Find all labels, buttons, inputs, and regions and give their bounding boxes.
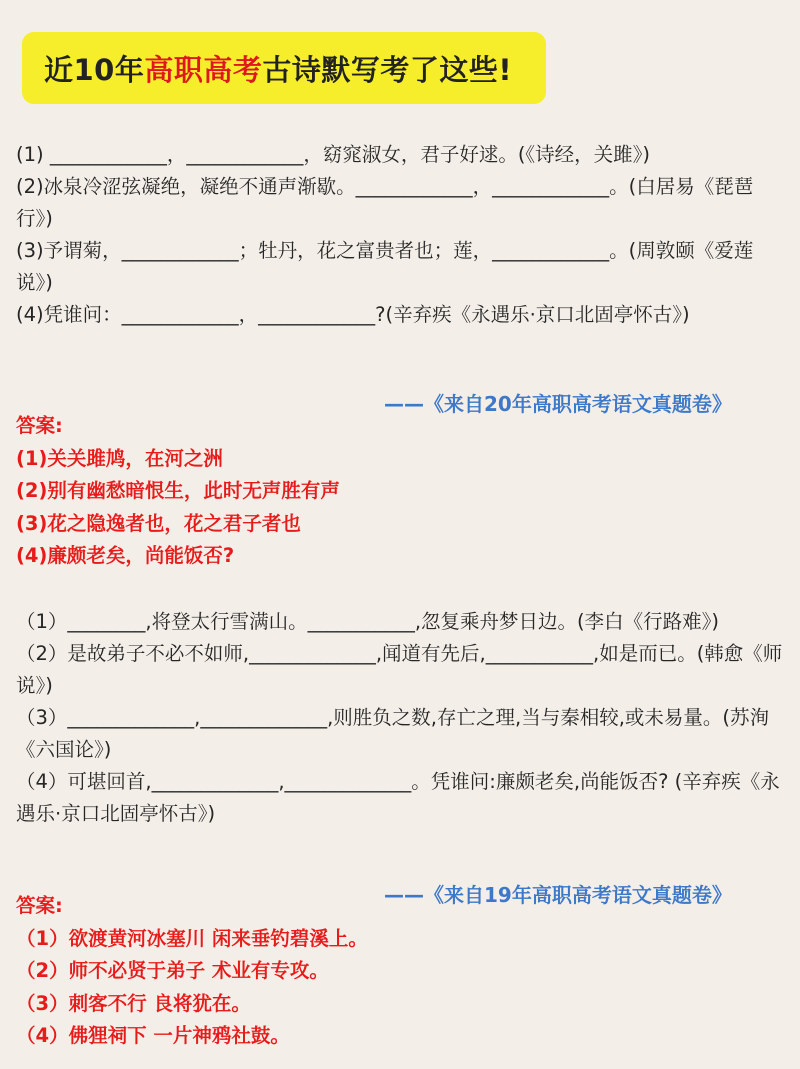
section2-source: ——《来自19年高职高考语文真题卷》 <box>384 883 732 907</box>
title-part-3: 古诗默写考了这些! <box>262 52 513 87</box>
question-item: (3)予谓菊，____________；牡丹，花之富贵者也；莲，____________。(周敦颐《爱莲说》) <box>16 239 754 294</box>
answer-item: （2）师不必贤于弟子 术业有专攻。 <box>16 959 329 982</box>
section1-questions <box>16 139 786 331</box>
section1-source: ——《来自20年高职高考语文真题卷》 <box>384 392 732 416</box>
question-item: (2)冰泉冷涩弦凝绝，凝绝不通声渐歇。____________，____________。(白居易《琵琶行》) <box>16 175 754 230</box>
section1-answers <box>16 410 340 573</box>
answer-label: 答案: <box>16 414 63 437</box>
question-item: （2）是故弟子不必不如师,_____________,闻道有先后,___________,如是而已。(韩愈《师说》) <box>16 642 783 697</box>
page-title <box>22 32 546 104</box>
answer-item: （3）刺客不行 良将犹在。 <box>16 991 251 1015</box>
section2-answers <box>16 890 368 1053</box>
answer-item: (3)花之隐逸者也，花之君子者也 <box>16 511 301 535</box>
title-part-1: 近10年 <box>44 52 145 87</box>
question-item: (4)凭谁问：____________，____________?(辛弃疾《永遇乐·京口北固亭怀古》) <box>16 303 690 326</box>
answer-item: (2)别有幽愁暗恨生，此时无声胜有声 <box>16 479 340 502</box>
section2-questions <box>16 606 786 830</box>
question-item: （4）可堪回首,_____________,_____________。凭谁问:廉颇老矣,尚能饭否? (辛弃疾《永遇乐·京口北固亭怀古》) <box>16 770 780 825</box>
answer-item: （4）佛狸祠下 一片神鸦社鼓。 <box>16 1024 290 1047</box>
question-item: （1）________,将登太行雪满山。___________,忽复乘舟梦日边。(李白《行路难》) <box>16 610 720 633</box>
title-highlight: 高职高考 <box>144 52 263 87</box>
answer-item: (4)廉颇老矣，尚能饭否? <box>16 544 235 567</box>
answer-label: 答案: <box>16 894 63 917</box>
answer-item: (1)关关雎鸠，在河之洲 <box>16 446 223 470</box>
question-item: （3）_____________,_____________,则胜负之数,存亡之理,当与秦相较,或未易量。(苏洵《六国论》) <box>16 706 770 761</box>
answer-item: （1）欲渡黄河冰塞川 闲来垂钓碧溪上。 <box>16 926 368 950</box>
question-item: (1) ____________，____________，窈窕淑女，君子好逑。(《诗经，关雎》) <box>16 143 651 166</box>
